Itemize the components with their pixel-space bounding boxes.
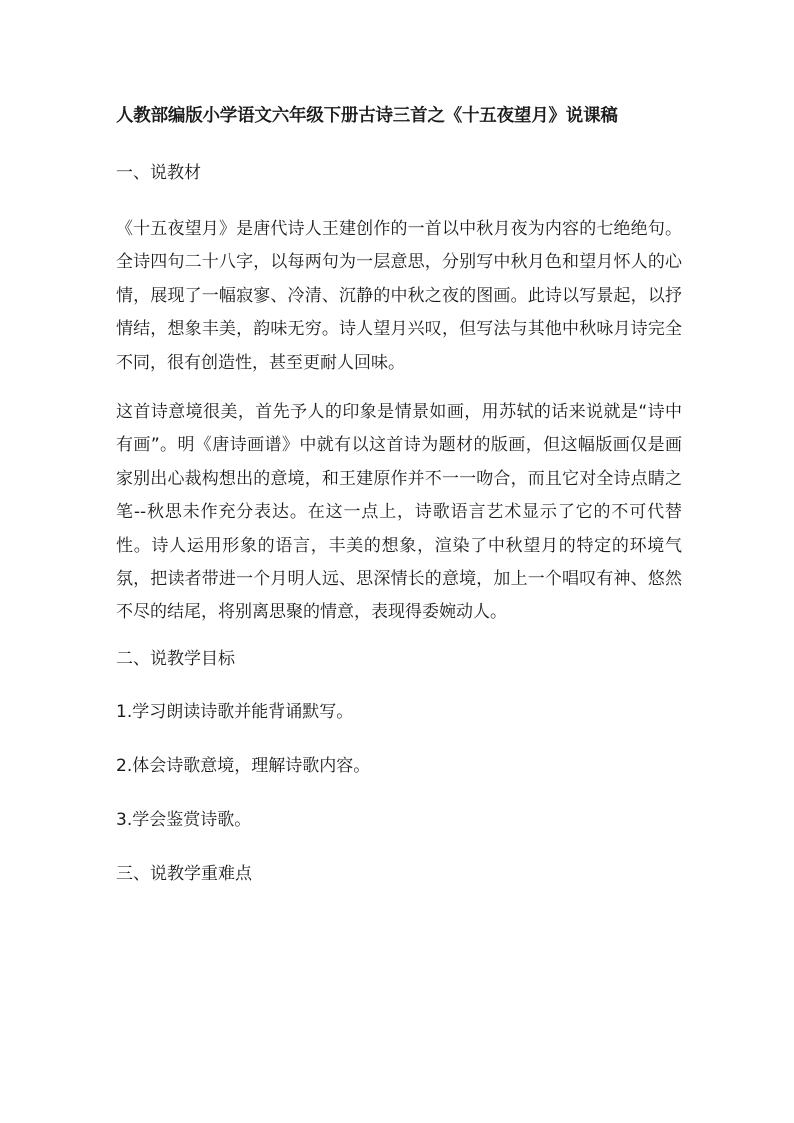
objective-item-1: 1.学习朗读诗歌并能背诵默写。 — [116, 701, 354, 722]
document-title: 人教部编版小学语文六年级下册古诗三首之《十五夜望月》说课稿 — [116, 106, 618, 126]
objective-item-2: 2.体会诗歌意境，理解诗歌内容。 — [116, 755, 371, 776]
section-heading-objectives: 二、说教学目标 — [116, 648, 235, 669]
section-heading-textbook: 一、说教材 — [116, 163, 201, 183]
section-heading-key-points: 三、说教学重难点 — [116, 863, 252, 884]
paragraph-textbook-2: 这首诗意境很美，首先予人的印象是情景如画，用苏轼的话来说就是“诗中有画”。明《唐诗画谱》中就有以这首诗为题材的版画，但这幅版画仅是画家别出心裁构想出的意境，和王建原作并不一一吻合，而且它对全诗点睛之笔--秋思未作充分表达。在这一点上，诗歌语言艺术显示了它的不可代替性。诗人运用形象的语言，丰美的想象，渲染了中秋望月的特定的环境气氛，把读者带进一个月明人远、思深情长的意境，加上一个唱叹有神、悠然不尽的结尾，将别离思聚的情意，表现得委婉动人。 — [116, 402, 682, 623]
paragraph-textbook-1: 《十五夜望月》是唐代诗人王建创作的一首以中秋月夜为内容的七绝绝句。全诗四句二十八字，以每两句为一层意思，分别写中秋月色和望月怀人的心情，展现了一幅寂寥、冷清、沉静的中秋之夜的图画。此诗以写景起，以抒情结，想象丰美，韵味无穷。诗人望月兴叹，但写法与其他中秋咏月诗完全不同，很有创造性，甚至更耐人回味。 — [116, 219, 682, 373]
objective-item-3: 3.学会鉴赏诗歌。 — [116, 809, 252, 830]
document-page — [116, 103, 682, 914]
